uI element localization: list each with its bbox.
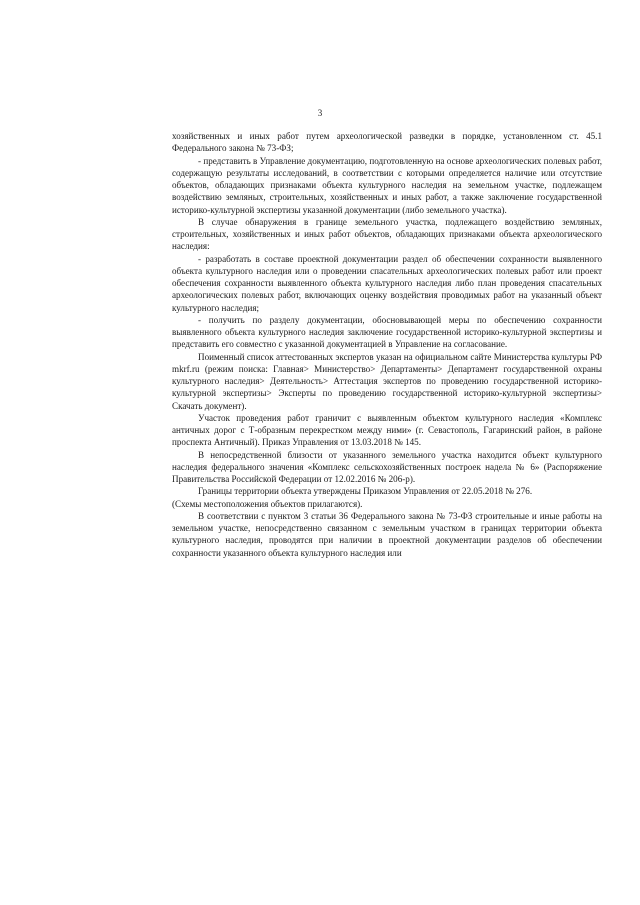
- paragraph: Поименный список аттестованных экспертов указан на официальном сайте Министерства культуры РФ mkrf.ru (режим поиска: Главная> Министерство> Департаменты> Департамент государственной охраны культурного наследия> Деятельность> Аттестация экспертов по проведению государственной историко-культурной экспертизы> Эксперты по проведению государственной историко-культурной экспертизы> Скачать документ).: [172, 351, 602, 411]
- paragraph: хозяйственных и иных работ путем археологической разведки в порядке, установленном ст. 45.1 Федерального закона № 73-ФЗ;: [172, 131, 602, 154]
- paragraph: - разработать в составе проектной документации раздел об обеспечении сохранности выявленного объекта культурного наследия или о проведении спасательных археологических полевых работ или проект обеспечения сохранности выявленного объекта культурного наследия либо план проведения спасательных археологических полевых работ, включающих оценку воздействия проводимых работ на указанный объект культурного наследия;: [172, 253, 602, 313]
- paragraph: - представить в Управление документацию, подготовленную на основе археологических полевых работ, содержащую результаты исследований, в соответствии с которыми определяется наличие или отсутствие объектов, обладающих признаками объекта культурного наследия на земельном участке, подлежащем воздействию земляных, строительных, хозяйственных и иных работ, а также заключение государственной историко-культурной экспертизы указанной документации (либо земельного участка).: [172, 155, 602, 215]
- paragraph: (Схемы местоположения объектов прилагаются).: [172, 498, 363, 509]
- paragraph: Участок проведения работ граничит с выявленным объектом культурного наследия «Комплекс античных дорог с Т-образным перекрестком между ними» (г. Севастополь, Гагаринский район, в районе проспекта Античный). Приказ Управления от 13.03.2018 № 145.: [172, 412, 602, 448]
- paragraph: В случае обнаружения в границе земельного участка, подлежащего воздействию земляных, строительных, хозяйственных и иных работ объектов, обладающих признаками объекта археологического наследия:: [172, 216, 602, 252]
- page-number: 3: [317, 108, 323, 118]
- paragraph: В соответствии с пунктом 3 статьи 36 Федерального закона № 73-ФЗ строительные и иные работы на земельном участке, непосредственно связанном с земельным участком в границах территории объекта культурного наследия, проводятся при наличии в проектной документации разделов об обеспечении сохранности указанного объекта культурного наследия или: [172, 510, 602, 558]
- paragraph: В непосредственной близости от указанного земельного участка находится объект культурного наследия федерального значения «Комплекс сельскохозяйственных построек надела № 6» (Распоряжение Правительства Российской Федерации от 12.02.2016 № 206-р).: [172, 449, 602, 484]
- document-body: [172, 130, 602, 559]
- paragraph: Границы территории объекта утверждены Приказом Управления от 22.05.2018 № 276.: [198, 486, 533, 497]
- paragraph: - получить по разделу документации, обосновывающей меры по обеспечению сохранности выявленного объекта культурного наследия заключение государственной историко-культурной экспертизы и представить его совместно с указанной документацией в Управление на согласование.: [172, 314, 602, 350]
